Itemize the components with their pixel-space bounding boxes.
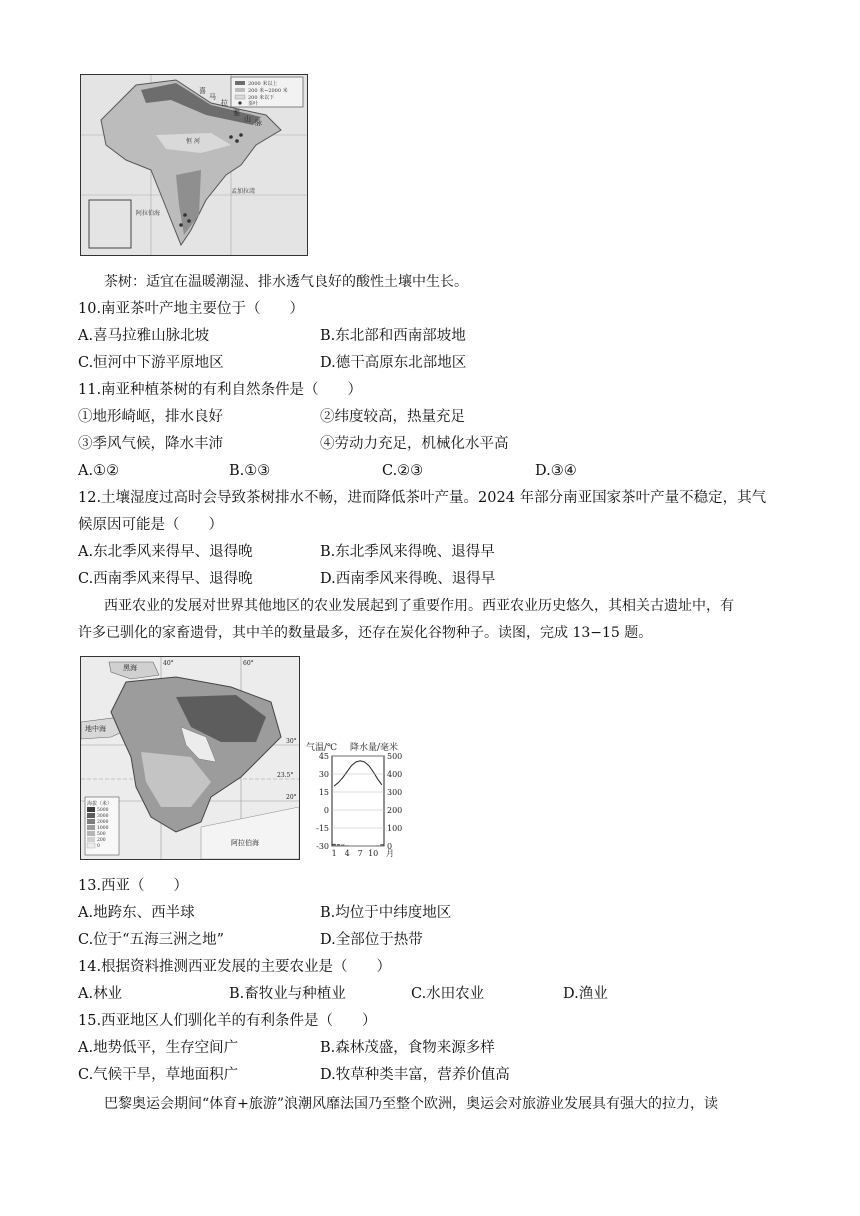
q11-statement-1: ①地形崎岖，排水良好 (78, 409, 223, 425)
climate-chart-x-tick: 1 (331, 849, 337, 858)
climate-chart-left-tick: 45 (318, 752, 329, 761)
climate-chart-xlabel: 月 (386, 849, 394, 858)
q15-stem: 15.西亚地区人们驯化羊的有利条件是（ ） (78, 1013, 377, 1029)
map1-label-ya: 雅 (233, 109, 240, 117)
q11-statement-3: ③季风气候，降水丰沛 (78, 436, 223, 452)
map1-label-bay-of-bengal: 孟加拉湾 (231, 188, 256, 195)
q12-option-a: A.东北季风来得早、退得晚 (78, 544, 253, 560)
q10-option-c: C.恒河中下游平原地区 (78, 355, 224, 371)
q13-stem: 13.西亚（ ） (78, 878, 189, 894)
map2-label-black-sea: 黑海 (123, 664, 137, 672)
map2-legend-200: 200 (97, 838, 106, 843)
climate-chart-ylabel-right: 降水量/毫米 (350, 743, 399, 753)
climate-chart-left-tick: 30 (318, 770, 329, 779)
map1-label-shan: 山 (244, 115, 251, 123)
q11-stem: 11.南亚种植茶树的有利自然条件是（ ） (78, 382, 363, 398)
climate-chart-right-tick: 100 (387, 824, 403, 833)
q14-stem: 14.根据资料推测西亚发展的主要农业是（ ） (78, 959, 392, 975)
q11-option-d: D.③④ (535, 463, 577, 479)
q10-option-a: A.喜马拉雅山脉北坡 (78, 328, 210, 344)
south-asia-map (80, 74, 308, 256)
map1-label-la: 拉 (221, 99, 228, 107)
map1-label-heng: 恒 (186, 138, 193, 145)
climate-chart (302, 738, 422, 863)
q15-option-a: A.地势低平，生存空间广 (78, 1040, 239, 1056)
map2-legend-0: 0 (97, 844, 100, 849)
map2-legend-title: 海拔（米） (87, 801, 113, 807)
q14-option-a: A.林业 (78, 986, 123, 1002)
q11-option-c: C.②③ (382, 463, 424, 479)
climate-chart-x-tick: 10 (368, 849, 379, 858)
map2-lon-60: 60° (243, 660, 254, 667)
q15-option-d: D.牧草种类丰富，营养价值高 (320, 1067, 510, 1083)
climate-chart-left-tick: 0 (323, 806, 329, 815)
precipitation-bar (333, 844, 336, 846)
q13-option-c: C.位于“五海三洲之地” (78, 932, 225, 948)
q14-option-b: B.畜牧业与种植业 (229, 986, 346, 1002)
precipitation-bar (337, 844, 340, 846)
climate-chart-x-tick: 7 (357, 849, 363, 858)
west-asia-map (80, 656, 300, 860)
q12-option-c: C.西南季风来得早、退得晚 (78, 571, 253, 587)
south-asia-map-drawing (81, 75, 307, 255)
west-asia-intro-line2: 许多已驯化的家畜遗骨，其中羊的数量最多，还存在炭化谷物种子。读图，完成 13−15 题。 (78, 625, 653, 641)
climate-chart-left-tick: -30 (316, 842, 329, 851)
climate-chart-right-tick: 400 (387, 770, 403, 779)
map2-legend-2000: 2000 (97, 820, 109, 825)
climate-chart-right-tick: 200 (387, 806, 403, 815)
map1-legend-1: 2000 米以上 (248, 81, 278, 87)
map2-lat-20: 20° (286, 794, 297, 801)
q12-stem-line2: 候原因可能是（ ） (78, 517, 223, 533)
climate-chart-ylabel-left: 气温/℃ (306, 743, 338, 753)
temperature-curve (334, 761, 382, 786)
q11-statement-2: ②纬度较高，热量充足 (320, 409, 465, 425)
map2-lat-30: 30° (286, 738, 297, 745)
climate-chart-left-tick: 15 (318, 788, 329, 797)
tea-note: 茶树：适宜在温暖潮湿、排水透气良好的酸性土壤中生长。 (104, 274, 468, 290)
map2-legend-500: 500 (97, 832, 106, 837)
map2-label-arabian-sea: 阿拉伯海 (231, 839, 259, 847)
map1-legend-4: 茶叶 (248, 101, 259, 107)
climate-chart-right-tick: 300 (387, 788, 403, 797)
climate-chart-frame (332, 756, 384, 846)
map1-label-xi: 喜 (199, 87, 206, 95)
west-asia-map-drawing (81, 657, 299, 859)
q13-option-b: B.均位于中纬度地区 (320, 905, 452, 921)
q11-option-a: A.①② (78, 463, 120, 479)
map1-label-ma: 马 (209, 93, 216, 101)
map2-legend-3000: 3000 (97, 814, 109, 819)
map2-legend-5000: 5000 (97, 808, 109, 813)
map1-label-mai: 脉 (255, 119, 262, 127)
q14-option-c: C.水田农业 (411, 986, 485, 1002)
precipitation-bar (380, 844, 383, 846)
climate-chart-left-tick: -15 (316, 824, 329, 833)
q10-option-d: D.德干高原东北部地区 (320, 355, 467, 371)
map1-label-arabian-sea: 阿拉伯海 (136, 210, 161, 217)
q11-statement-4: ④劳动力充足，机械化水平高 (320, 436, 509, 452)
map2-legend-1000: 1000 (97, 826, 109, 831)
q12-option-b: B.东北季风来得晚、退得早 (320, 544, 495, 560)
paris-olympics-intro: 巴黎奥运会期间“体育+旅游”浪潮风靡法国乃至整个欧洲，奥运会对旅游业发展具有强大的拉力，读 (104, 1096, 719, 1112)
map1-legend-3: 200 米以下 (248, 95, 275, 101)
map1-legend-2: 200 米~2000 米 (248, 88, 288, 94)
q12-stem-line1: 12.土壤湿度过高时会导致茶树排水不畅，进而降低茶叶产量。2024 年部分南亚国家茶叶产量不稳定，其气 (78, 490, 767, 506)
q10-stem: 10.南亚茶叶产地主要位于（ ） (78, 301, 305, 317)
map2-label-mediterranean: 地中海 (85, 725, 106, 733)
map1-label-he: 河 (194, 138, 201, 145)
q15-option-c: C.气候干旱，草地面积广 (78, 1067, 239, 1083)
q13-option-d: D.全部位于热带 (320, 932, 423, 948)
q15-option-b: B.森林茂盛，食物来源多样 (320, 1040, 495, 1056)
q13-option-a: A.地跨东、西半球 (78, 905, 195, 921)
map2-lat-23-5: 23.5° (277, 772, 294, 779)
q10-option-b: B.东北部和西南部坡地 (320, 328, 466, 344)
q11-option-b: B.①③ (229, 463, 271, 479)
q14-option-d: D.渔业 (563, 986, 608, 1002)
climate-chart-right-tick: 0 (387, 842, 393, 851)
q12-option-d: D.西南季风来得晚、退得早 (320, 571, 496, 587)
map2-lon-40: 40° (163, 660, 174, 667)
west-asia-intro-line1: 西亚农业的发展对世界其他地区的农业发展起到了重要作用。西亚农业历史悠久，其相关古遗址中，有 (104, 598, 734, 614)
climate-chart-right-tick: 500 (387, 752, 403, 761)
climate-chart-x-tick: 4 (344, 849, 350, 858)
